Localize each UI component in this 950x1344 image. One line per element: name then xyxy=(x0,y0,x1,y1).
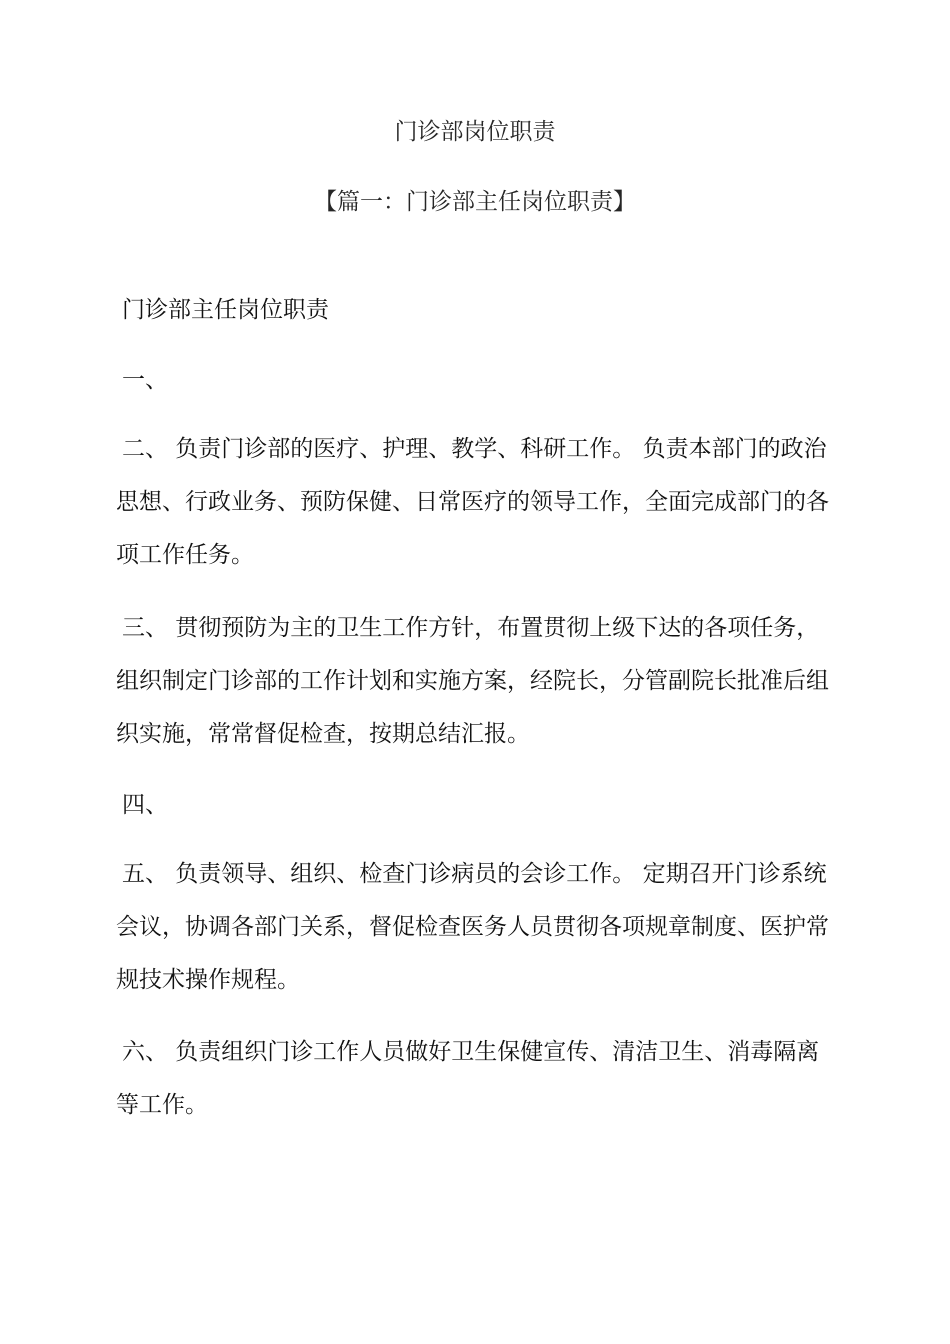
duty-item-3: 三、 贯彻预防为主的卫生工作方针，布置贯彻上级下达的各项任务，组织制定门诊部的工作计划和实施方案，经院长，分管副院长批准后组织实施，常常督促检查，按期总结汇报。 xyxy=(116,615,829,747)
duty-item-1: 一、 xyxy=(122,367,168,393)
duty-item-4: 四、 xyxy=(122,792,168,818)
document-subtitle: 【篇一：门诊部主任岗位职责】 xyxy=(314,189,636,215)
document-title: 门诊部岗位职责 xyxy=(394,119,556,145)
section-heading: 门诊部主任岗位职责 xyxy=(122,297,329,323)
duty-item-2: 二、 负责门诊部的医疗、护理、教学、科研工作。 负责本部门的政治思想、行政业务、预防保健、日常医疗的领导工作，全面完成部门的各项工作任务。 xyxy=(116,436,829,568)
duty-item-5: 五、 负责领导、组织、检查门诊病员的会诊工作。 定期召开门诊系统会议，协调各部门关系，督促检查医务人员贯彻各项规章制度、医护常规技术操作规程。 xyxy=(116,861,829,993)
duty-item-6: 六、 负责组织门诊工作人员做好卫生保健宣传、清洁卫生、消毒隔离等工作。 xyxy=(116,1039,820,1118)
